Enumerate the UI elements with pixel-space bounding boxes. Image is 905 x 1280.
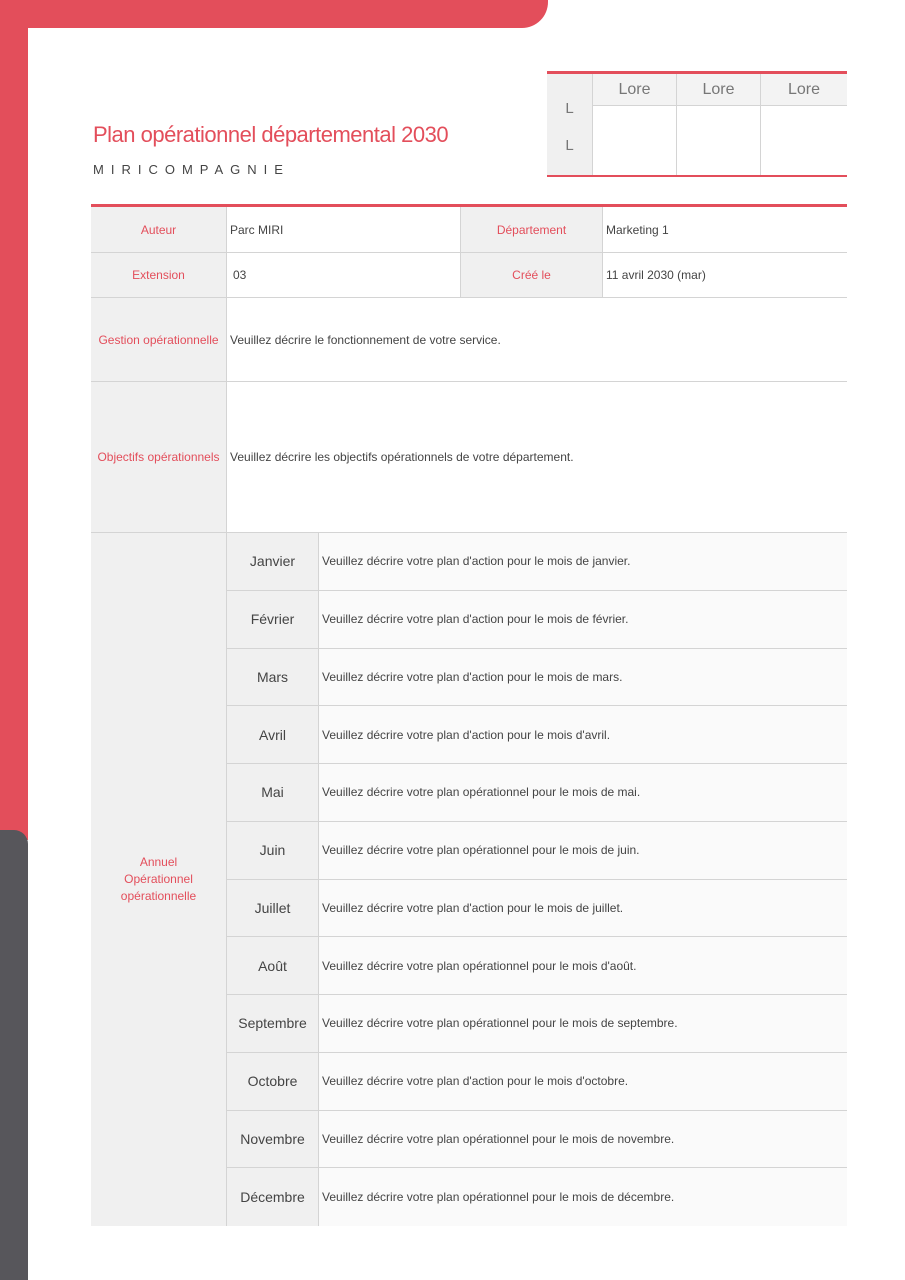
approval-column[interactable]: [760, 74, 847, 175]
created-value[interactable]: 11 avril 2030 (mar): [603, 253, 847, 298]
extension-label: Extension: [91, 253, 227, 298]
month-plan[interactable]: Veuillez décrire votre plan d'action pour le mois d'avril.: [319, 706, 847, 764]
management-value[interactable]: Veuillez décrire le fonctionnement de votre service.: [227, 298, 847, 382]
month-label: Février: [227, 591, 319, 649]
month-label: Mars: [227, 649, 319, 707]
month-label: Mai: [227, 764, 319, 822]
month-plan[interactable]: Veuillez décrire votre plan opérationnel pour le mois de juin.: [319, 822, 847, 880]
month-plan[interactable]: Veuillez décrire votre plan opérationnel pour le mois d'août.: [319, 937, 847, 995]
background-red-tab: [0, 0, 548, 28]
approval-column-header: Lore: [761, 74, 847, 106]
approval-column[interactable]: [592, 74, 676, 175]
approval-column-header: Lore: [677, 74, 760, 106]
operational-plan-table: [91, 204, 847, 1226]
month-label: Octobre: [227, 1053, 319, 1111]
month-plan[interactable]: Veuillez décrire votre plan d'action pour le mois de juillet.: [319, 880, 847, 938]
month-label: Novembre: [227, 1111, 319, 1169]
author-label: Auteur: [91, 207, 227, 253]
management-label: Gestion opérationnelle: [91, 298, 227, 382]
month-plan[interactable]: Veuillez décrire votre plan opérationnel pour le mois de septembre.: [319, 995, 847, 1053]
objectives-label: Objectifs opérationnels: [91, 382, 227, 533]
month-label: Juillet: [227, 880, 319, 938]
annual-label: Annuel Opérationnel opérationnelle: [91, 533, 227, 1226]
approval-side: [547, 74, 592, 175]
month-plan[interactable]: Veuillez décrire votre plan opérationnel pour le mois de décembre.: [319, 1168, 847, 1226]
created-label: Créé le: [461, 253, 603, 298]
month-label: Avril: [227, 706, 319, 764]
approval-row-label: L: [565, 100, 574, 117]
approval-column[interactable]: [676, 74, 760, 175]
month-plan[interactable]: Veuillez décrire votre plan d'action pour le mois de février.: [319, 591, 847, 649]
objectives-value[interactable]: Veuillez décrire les objectifs opérationnels de votre département.: [227, 382, 847, 533]
background-red-strip: [0, 0, 28, 840]
month-label: Août: [227, 937, 319, 995]
background-gray-strip: [0, 830, 28, 1280]
month-plan[interactable]: Veuillez décrire votre plan opérationnel pour le mois de mai.: [319, 764, 847, 822]
month-plan[interactable]: Veuillez décrire votre plan d'action pour le mois de janvier.: [319, 533, 847, 591]
extension-value[interactable]: 03: [227, 253, 461, 298]
month-label: Juin: [227, 822, 319, 880]
approval-row-label: L: [565, 137, 574, 154]
month-label: Septembre: [227, 995, 319, 1053]
author-value[interactable]: Parc MIRI: [227, 207, 461, 253]
department-value[interactable]: Marketing 1: [603, 207, 847, 253]
month-plan[interactable]: Veuillez décrire votre plan opérationnel pour le mois de novembre.: [319, 1111, 847, 1169]
month-plan[interactable]: Veuillez décrire votre plan d'action pour le mois d'octobre.: [319, 1053, 847, 1111]
department-label: Département: [461, 207, 603, 253]
company-name: MIRICOMPAGNIE: [93, 162, 290, 177]
approval-column-header: Lore: [593, 74, 676, 106]
page-title: Plan opérationnel départemental 2030: [93, 122, 449, 147]
month-label: Décembre: [227, 1168, 319, 1226]
month-plan[interactable]: Veuillez décrire votre plan d'action pour le mois de mars.: [319, 649, 847, 707]
approval-box: [547, 71, 847, 177]
month-label: Janvier: [227, 533, 319, 591]
